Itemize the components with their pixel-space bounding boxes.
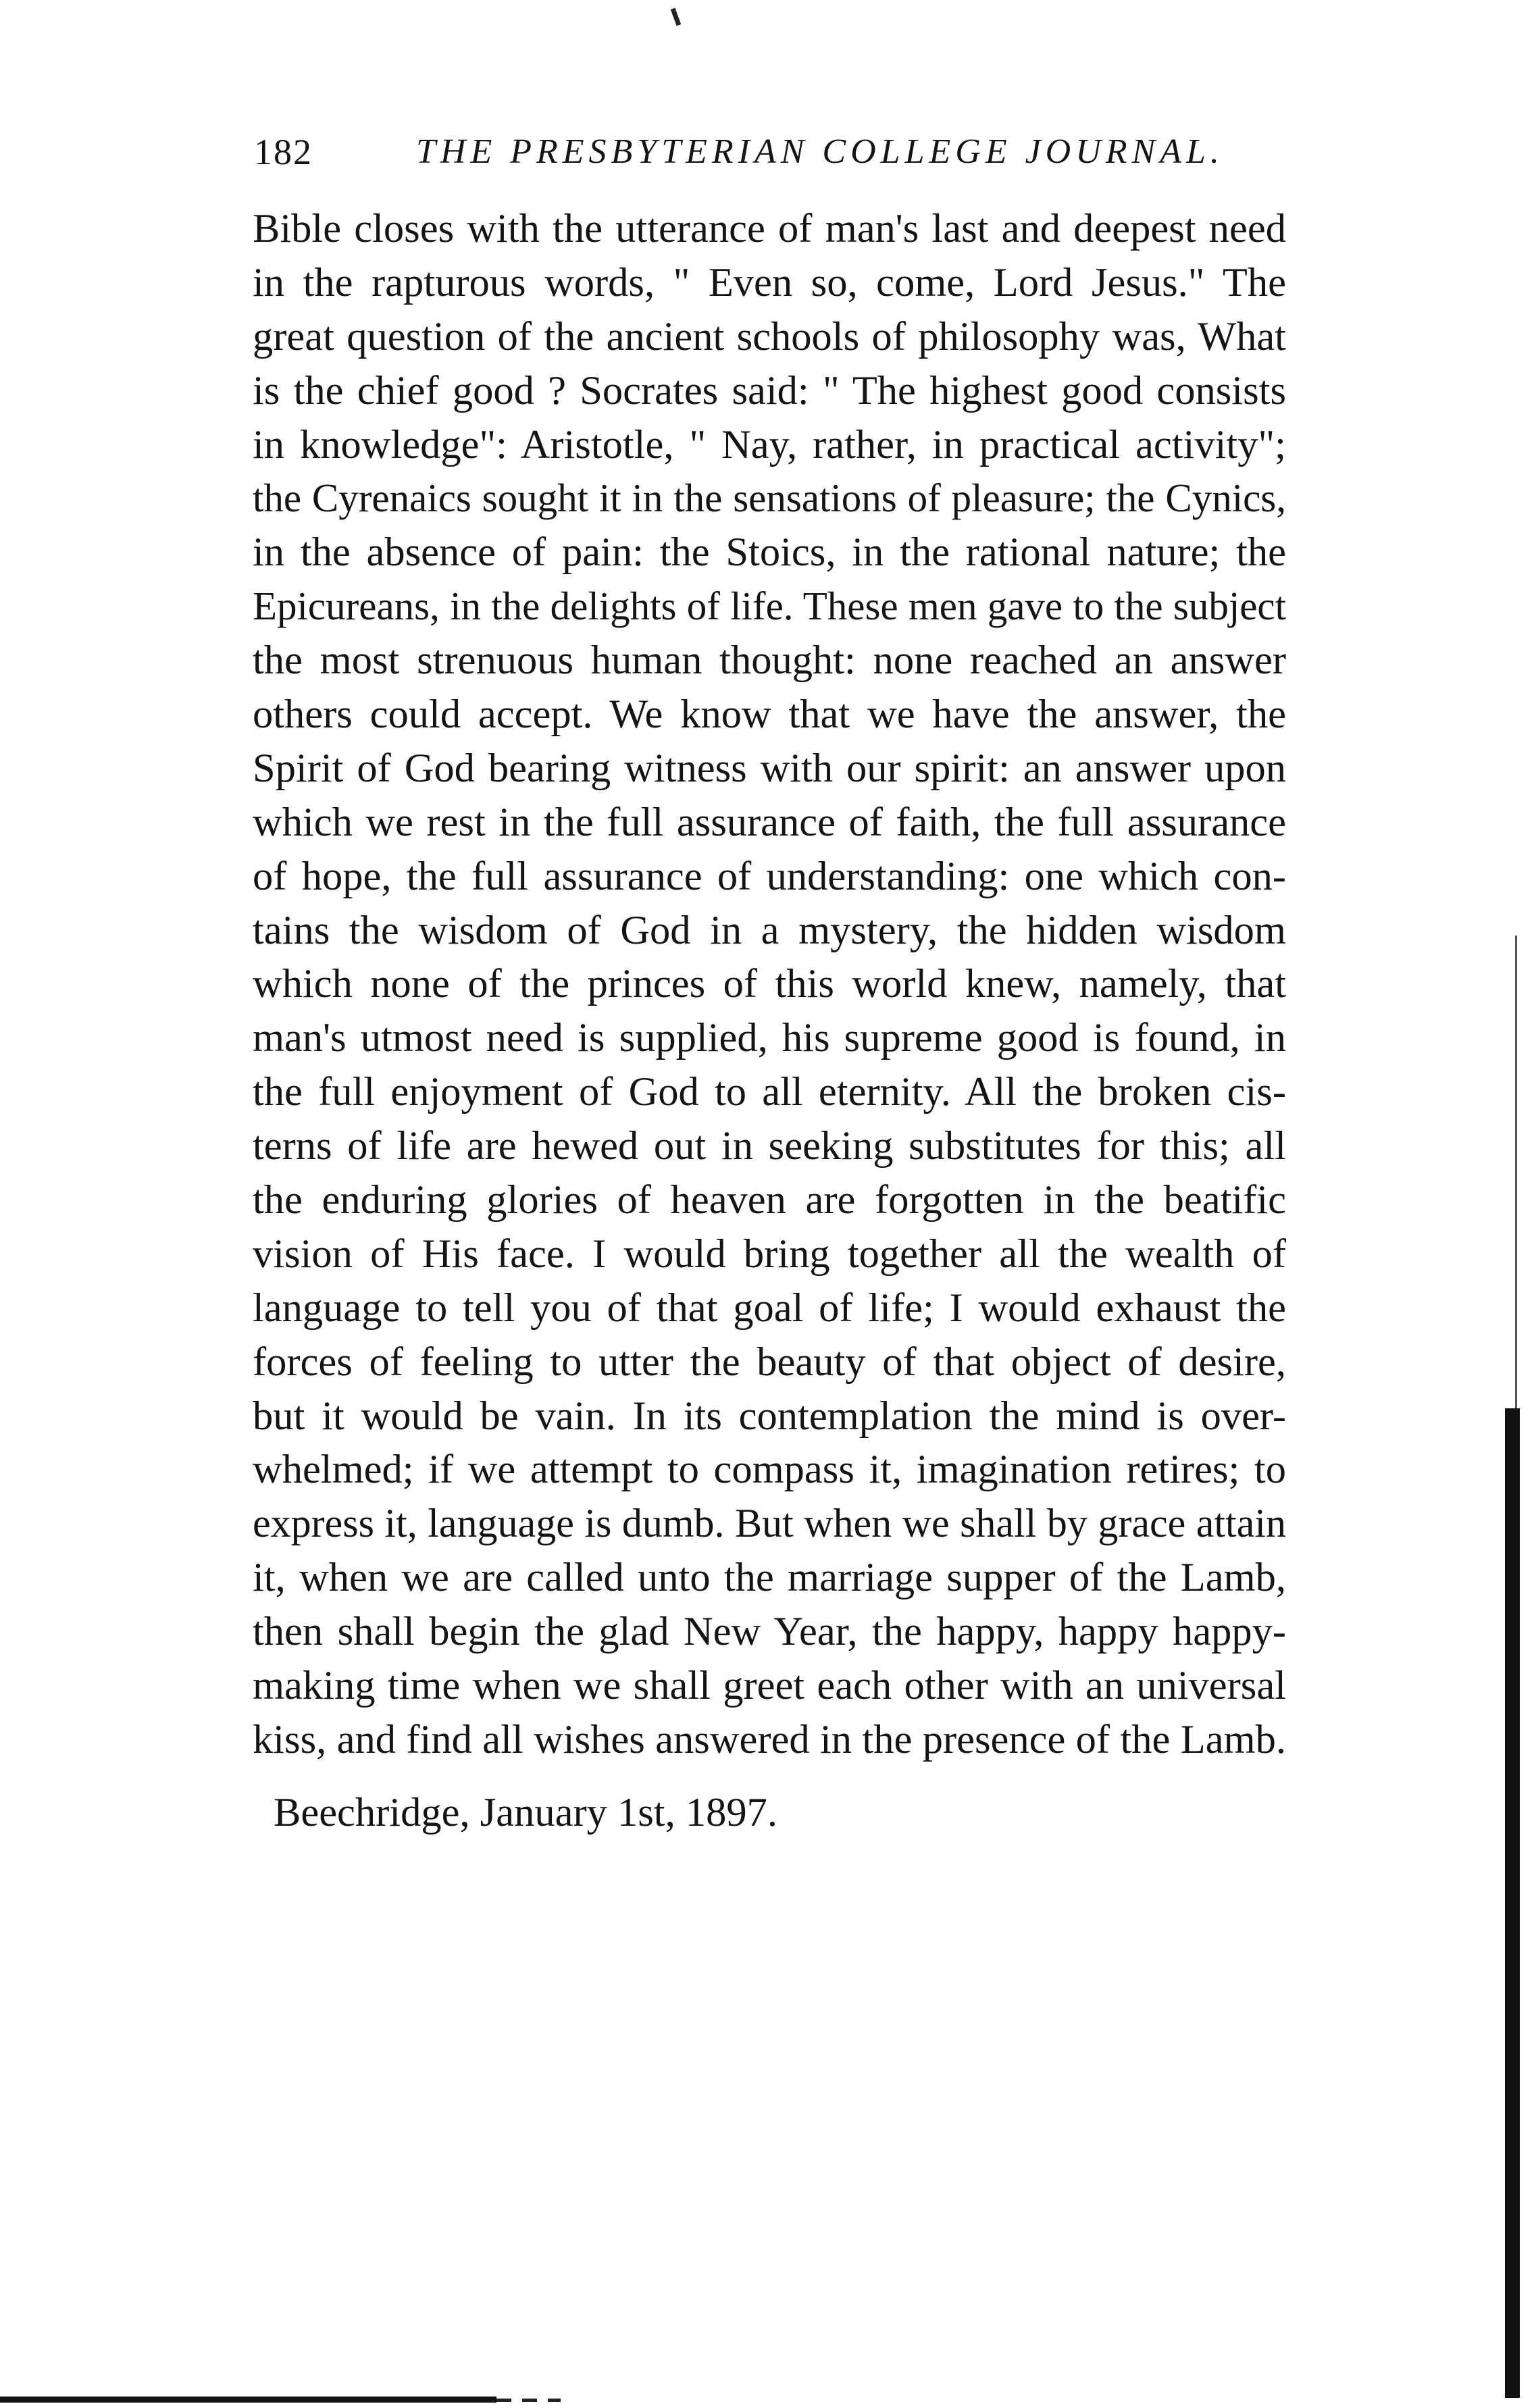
text-line: the enduring glories of heaven are forgotten in the beatific [253,1177,1286,1223]
text-line: Epicureans, in the delights of life. These men gave to the subject [253,584,1286,629]
text-line: others could accept. We know that we have the answer, the [253,692,1286,738]
text-line: but it would be vain. In its contemplation the mind is over- [253,1393,1286,1439]
text-line: it, when we are called unto the marriage supper of the Lamb, [253,1555,1286,1601]
text-line: in the absence of pain: the Stoics, in the rational nature; the [253,530,1286,575]
text-line: of hope, the full assurance of understanding: one which con- [253,853,1286,899]
text-line: Bible closes with the utterance of man's last and deepest need [253,206,1286,251]
text-line: in the rapturous words, " Even so, come, Lord Jesus." The [253,259,1286,305]
ink-speck [671,8,681,26]
body-text [253,202,1286,1767]
text-line: in knowledge": Aristotle, " Nay, rather, in practical activity"; [253,421,1286,467]
text-line: the full enjoyment of God to all eternity. All the broken cis- [253,1069,1286,1115]
scan-edge-bottom-dash [496,2399,561,2402]
text-line: which none of the princes of this world knew, namely, that [253,961,1286,1007]
scan-edge-right [1505,1408,1520,2398]
text-line: whelmed; if we attempt to compass it, imagination retires; to [253,1447,1286,1493]
text-line: the Cyrenaics sought it in the sensations of pleasure; the Cynics, [253,476,1286,521]
text-line: express it, language is dumb. But when we shall by grace attain [253,1501,1286,1546]
text-line: the most strenuous human thought: none reached an answer [253,638,1286,684]
text-line: great question of the ancient schools of philosophy was, What [253,313,1286,359]
text-line: which we rest in the full assurance of faith, the full assurance [253,799,1286,845]
running-head: THE PRESBYTERIAN COLLEGE JOURNAL. [416,132,1224,171]
text-line: Spirit of God bearing witness with our spirit: an answer upon [253,745,1286,791]
text-line: man's utmost need is supplied, his supreme good is found, in [253,1015,1286,1061]
page-header [254,128,1281,182]
scan-edge-right-thin [1515,936,1517,1408]
text-line: vision of His face. I would bring together all the wealth of [253,1231,1286,1277]
signoff-dateline: Beechridge, January 1st, 1897. [274,1790,777,1835]
text-line: language to tell you of that goal of life; I would exhaust the [253,1285,1286,1331]
text-line: is the chief good ? Socrates said: " The highest good consists [253,367,1286,413]
text-line: kiss, and find all wishes answered in the presence of the Lamb. [253,1716,1286,1762]
text-line: terns of life are hewed out in seeking substitutes for this; all [253,1123,1286,1169]
text-line: making time when we shall greet each other with an universal [253,1663,1286,1709]
text-line: then shall begin the glad New Year, the happy, happy happy- [253,1609,1286,1655]
text-line: tains the wisdom of God in a mystery, the hidden wisdom [253,907,1286,953]
page-number: 182 [254,132,313,172]
scan-edge-bottom [0,2397,496,2403]
text-line: forces of feeling to utter the beauty of that object of desire, [253,1339,1286,1385]
